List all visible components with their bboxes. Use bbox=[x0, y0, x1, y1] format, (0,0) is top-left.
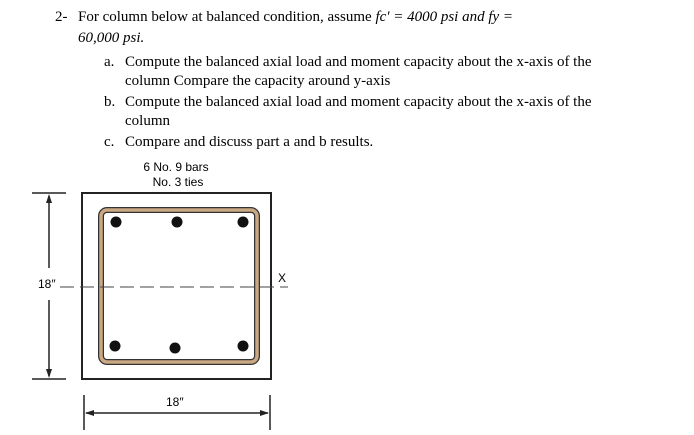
math-fy-value: 60,000 psi. bbox=[78, 30, 145, 46]
arrow-down-icon bbox=[46, 369, 52, 378]
rebar bbox=[110, 341, 121, 352]
rebar bbox=[170, 343, 181, 354]
rebar bbox=[238, 341, 249, 352]
x-axis-label: X bbox=[278, 271, 287, 285]
arrow-left-icon bbox=[85, 410, 94, 416]
arrow-up-icon bbox=[46, 194, 52, 203]
arrow-right-icon bbox=[260, 410, 269, 416]
tie-outer bbox=[101, 210, 257, 362]
part-b-line1: Compute the balanced axial load and moment capacity about the x-axis of the bbox=[125, 94, 592, 110]
part-c-line1: Compare and discuss part a and b results. bbox=[125, 134, 374, 150]
bars-label: 6 No. 9 bars bbox=[143, 160, 209, 174]
part-a-line2: column Compare the capacity around y-axis bbox=[125, 73, 391, 89]
intro-text: For column below at balanced condition, assume bbox=[78, 9, 376, 25]
rebar bbox=[172, 217, 183, 228]
width-dimension: 18″ bbox=[166, 395, 184, 409]
part-a-line1: Compute the balanced axial load and moment capacity about the x-axis of the bbox=[125, 54, 592, 70]
part-b-letter: b. bbox=[104, 94, 116, 110]
part-a-letter: a. bbox=[104, 54, 115, 70]
ties-label: No. 3 ties bbox=[152, 175, 204, 189]
math-fc-fy: fc' = 4000 psi and fy = bbox=[375, 9, 514, 25]
rebar bbox=[111, 217, 122, 228]
question-number: 2- bbox=[55, 9, 68, 25]
rebar bbox=[238, 217, 249, 228]
part-c-letter: c. bbox=[104, 134, 115, 150]
height-dimension: 18″ bbox=[38, 277, 56, 291]
part-b-line2: column bbox=[125, 113, 170, 129]
tie bbox=[101, 210, 257, 362]
rebar-group bbox=[110, 217, 249, 354]
